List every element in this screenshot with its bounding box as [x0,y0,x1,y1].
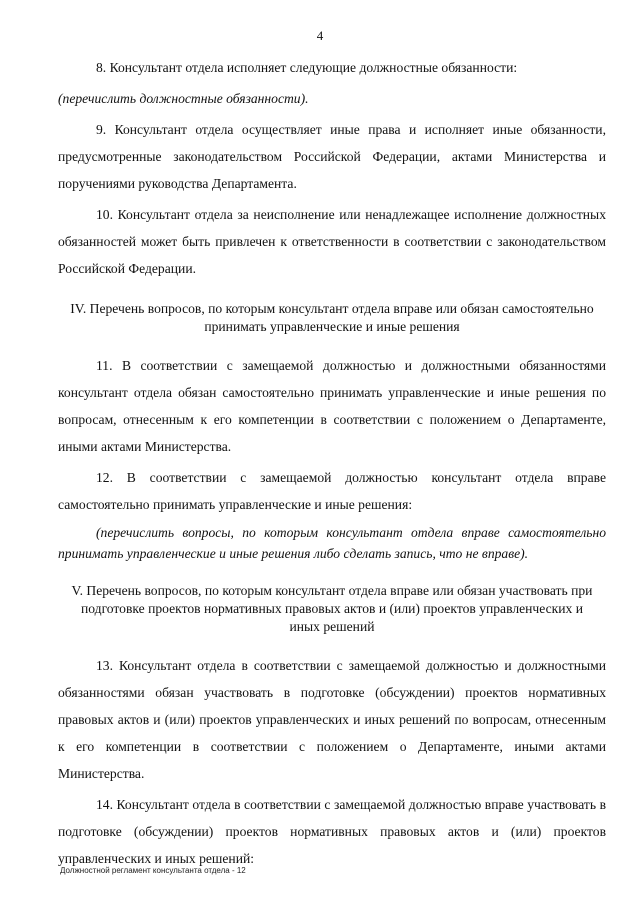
page-number: 4 [316,28,324,43]
paragraph-11: 11. В соответствии с замещаемой должностью и должностными обязанностями консультант отдела обязан самостоятельно принимать управленческие и иные решения по вопросам, отнесенным к его компетенции в соответствии с положением о Департаменте, иными актами Министерства. [58,358,606,454]
section-heading-iv: IV. Перечень вопросов, по которым консультант отдела вправе или обязан самостоятельно принимать управленческие и иные решения [70,301,594,334]
paragraph-12-note: (перечислить вопросы, по которым консультант отдела вправе самостоятельно принимать управленческие и иные решения либо сделать запись, что не вправе). [58,525,606,561]
section-heading-v: V. Перечень вопросов, по которым консультант отдела вправе или обязан участвовать при подготовке проектов нормативных правовых актов и (или) проектов управленческих и иных решений [71,583,593,634]
paragraph-12: 12. В соответствии с замещаемой должностью консультант отдела вправе самостоятельно принимать управленческие и иные решения: [58,470,606,512]
paragraph-8: 8. Консультант отдела исполняет следующие должностные обязанности: [96,60,518,75]
paragraph-14: 14. Консультант отдела в соответствии с замещаемой должностью вправе участвовать в подготовке (обсуждении) проектов нормативных правовых актов и (или) проектов управленческих и иных решений: [58,797,606,866]
paragraph-10: 10. Консультант отдела за неисполнение или ненадлежащее исполнение должностных обязанностей может быть привлечен к ответственности в соответствии с законодательством Российской Федерации. [58,207,606,276]
paragraph-13: 13. Консультант отдела в соответствии с замещаемой должностью и должностными обязанностями обязан участвовать в подготовке (обсуждении) проектов нормативных правовых актов и (или) проектов управленческих и иных решений по вопросам, отнесенным к его компетенции в соответствии с положением о Департаменте, иными актами Министерства. [58,658,606,781]
document-body [58,54,606,876]
paragraph-9: 9. Консультант отдела осуществляет иные права и исполняет иные обязанности, предусмотренные законодательством Российской Федерации, актами Министерства и поручениями руководства Департамента. [58,122,606,191]
footer-note: Должностной регламент консультанта отдела - 12 [60,866,246,875]
paragraph-8-note: (перечислить должностные обязанности). [58,91,309,106]
